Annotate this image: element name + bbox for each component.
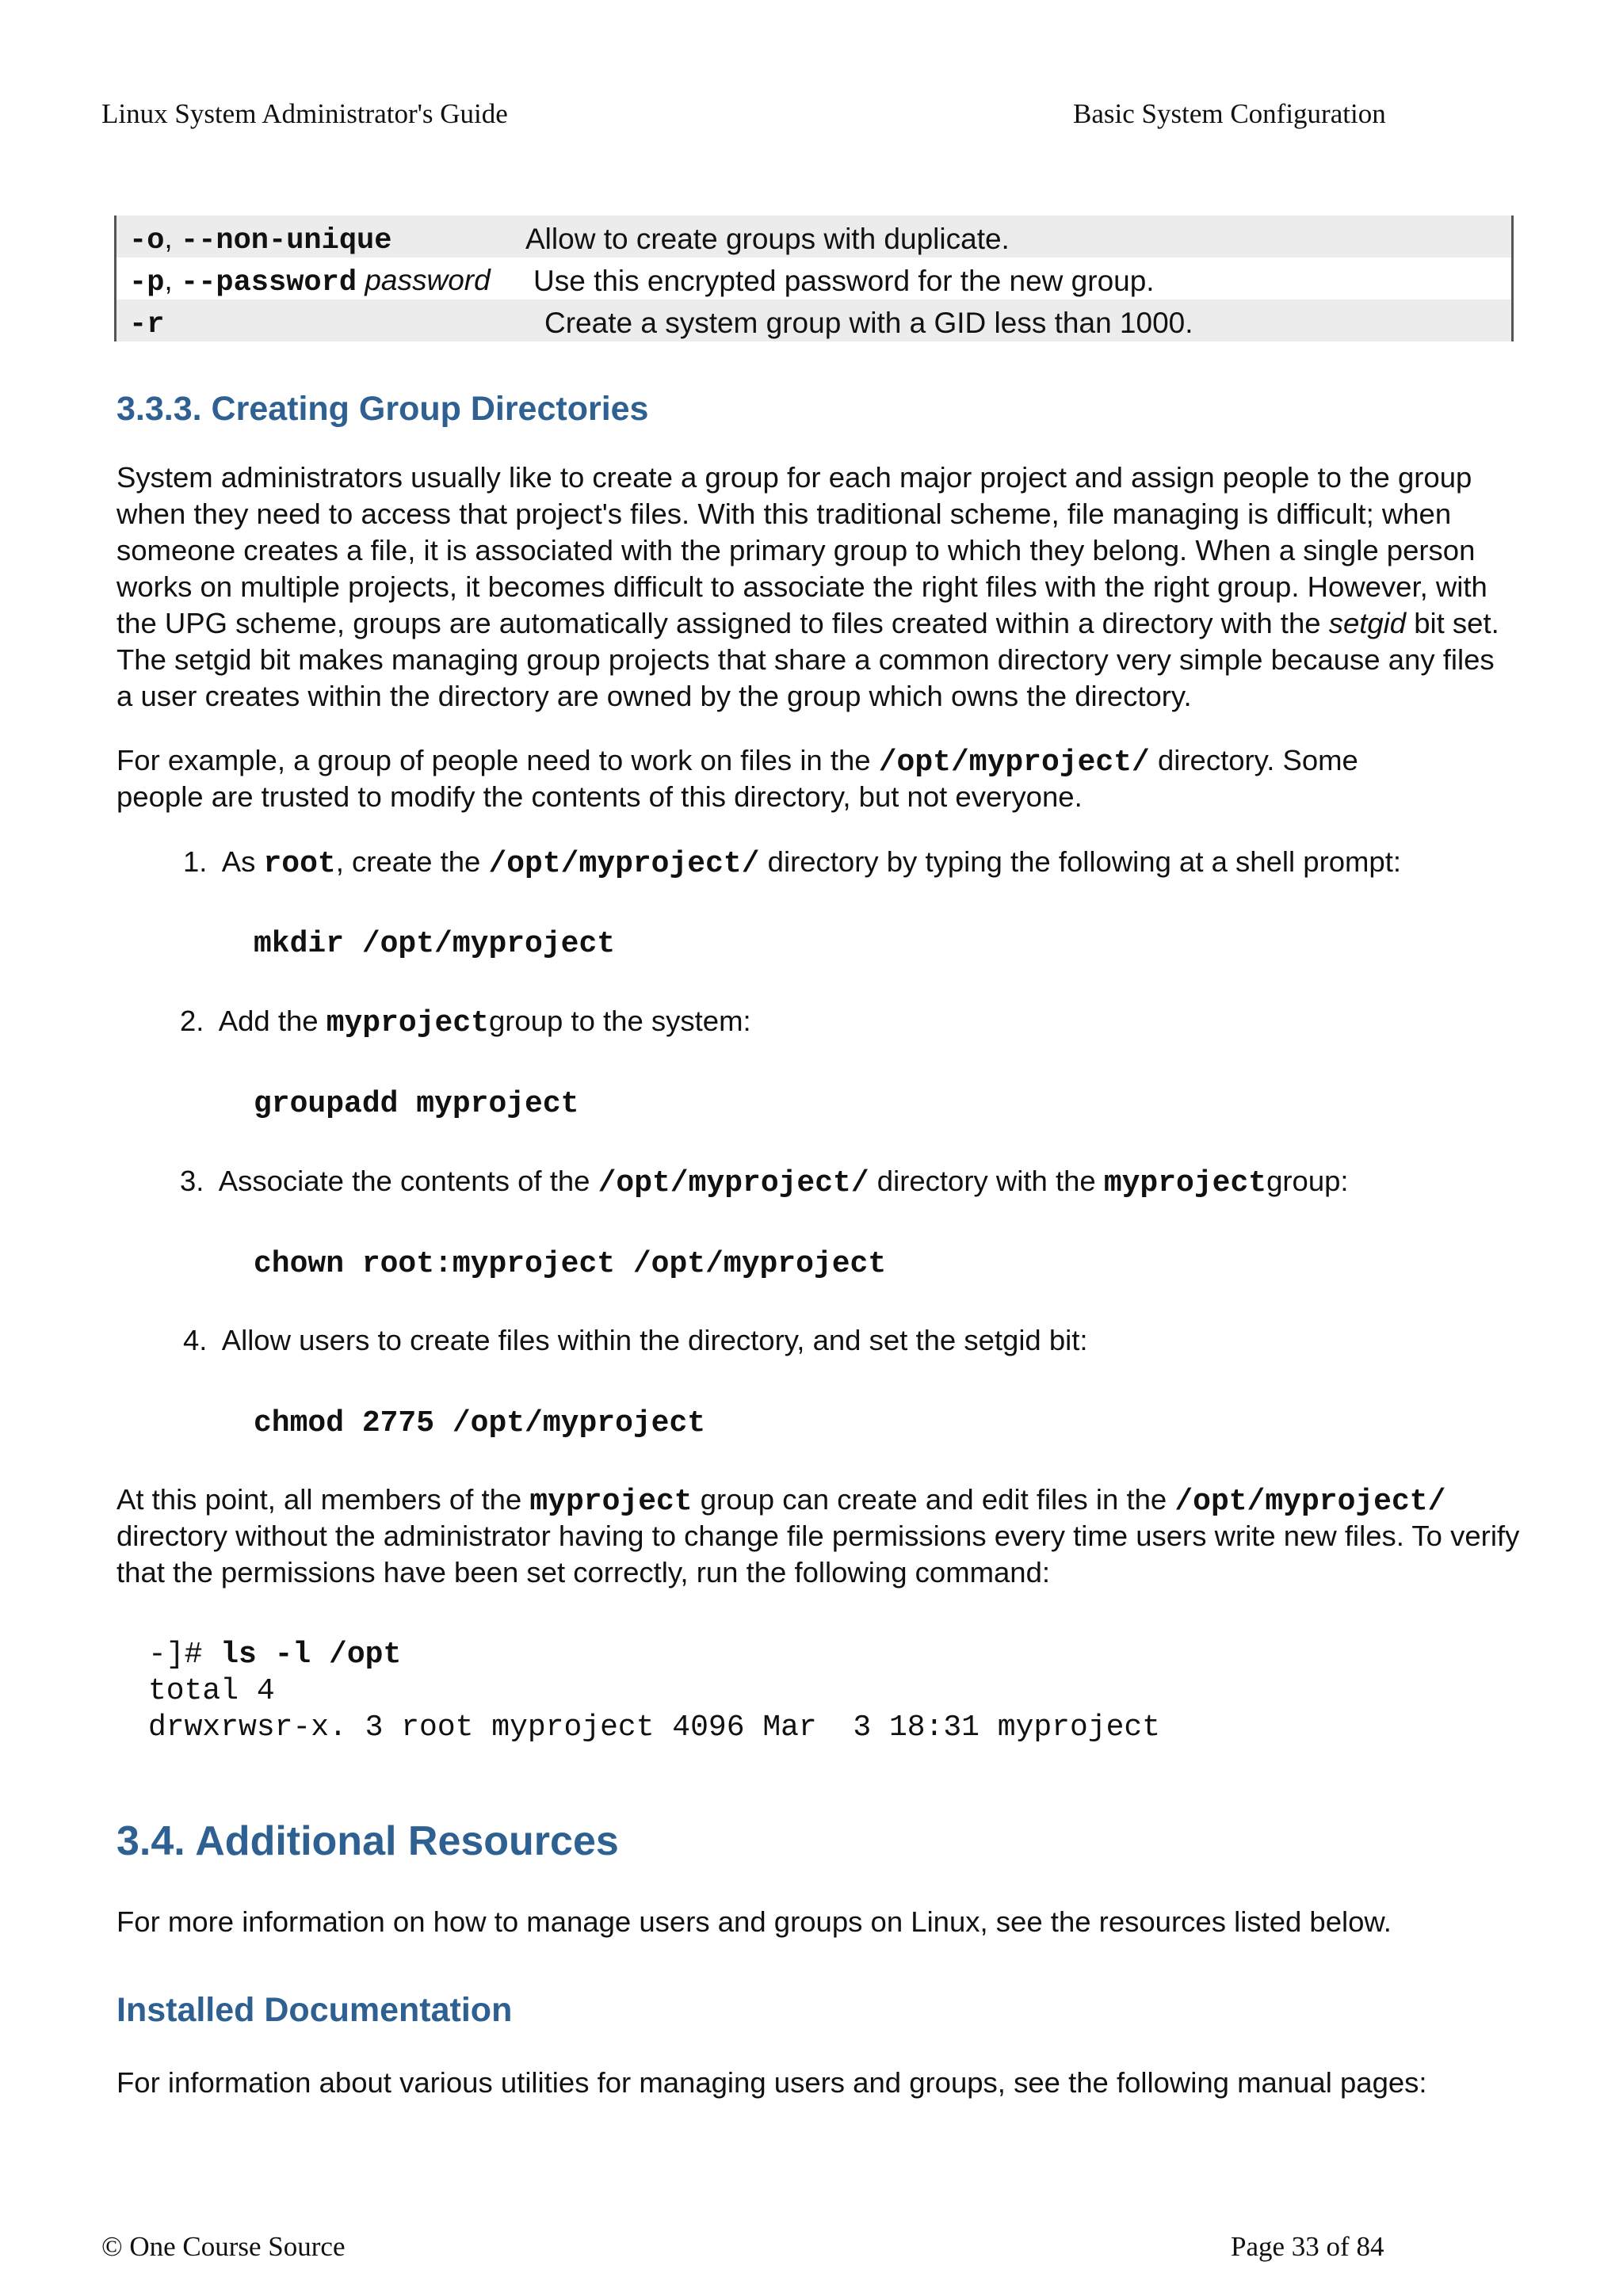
path-literal: /opt/myproject/: [1174, 1485, 1446, 1519]
option-separator: ,: [164, 222, 181, 254]
text-line: works on multiple projects, it becomes difficult to associate the right files with the right group. However, with: [116, 570, 1487, 603]
text-line: people are trusted to modify the contents of this directory, but not everyone.: [116, 780, 1083, 813]
text-fragment: Allow users to create files within the directory, and set the setgid bit:: [221, 1324, 1088, 1356]
paragraph-manual-pages: For information about various utilities for managing users and groups, see the following manual pages:: [116, 2066, 1427, 2099]
running-header-chapter: Basic System Configuration: [1073, 98, 1386, 129]
option-description: Allow to create groups with duplicate.: [525, 223, 1010, 255]
subsection-heading: Installed Documentation: [116, 1991, 513, 2029]
text-fragment: group can create and edit files in the: [692, 1483, 1175, 1516]
text-fragment: As: [221, 845, 264, 878]
text-line: when they need to access that project's files. With this traditional scheme, file managing is difficult; when: [116, 498, 1452, 530]
text-fragment: bit set.: [1406, 607, 1499, 639]
emphasis-term: setgid: [1328, 607, 1407, 639]
paragraph-intro: [116, 460, 1499, 715]
text-fragment: directory. Some: [1149, 744, 1358, 776]
terminal-command: ls -l /opt: [220, 1638, 402, 1672]
text-fragment: , create the: [335, 845, 489, 878]
option-cell: [129, 264, 491, 299]
text-line: [116, 742, 1358, 779]
option-cell: [129, 306, 164, 341]
table-row: [116, 257, 1511, 299]
text-line: The setgid bit makes managing group projects that share a common directory very simple because any files: [116, 643, 1495, 676]
option-short: -o: [129, 224, 165, 257]
paragraph-resources: For more information on how to manage users and groups on Linux, see the resources listed below.: [116, 1905, 1392, 1938]
text-fragment: Add the: [218, 1005, 327, 1037]
user-literal: root: [263, 847, 336, 881]
terminal-output-line: drwxrwsr-x. 3 root myproject 4096 Mar 3 18:31 myproject: [148, 1711, 1161, 1745]
section-heading: 3.3.3. Creating Group Directories: [116, 390, 649, 428]
option-long: --non-unique: [180, 224, 392, 257]
command-block: groupadd myproject: [254, 1087, 579, 1121]
text-line: [116, 1482, 1519, 1518]
text-fragment: Associate the contents of the: [218, 1165, 598, 1197]
group-literal: myproject: [529, 1485, 693, 1519]
option-short: -p: [129, 266, 165, 299]
list-item: [183, 845, 1401, 881]
text-line: directory without the administrator having to change file permissions every time users write new files. To verify: [116, 1520, 1520, 1552]
option-description: Use this encrypted password for the new group.: [533, 265, 1155, 297]
group-literal: myproject: [1103, 1166, 1267, 1200]
text-fragment: group to the system:: [488, 1005, 751, 1037]
text-fragment: At this point, all members of the: [116, 1483, 530, 1516]
terminal-command-line: [148, 1638, 401, 1672]
terminal-output-line: total 4: [148, 1674, 275, 1708]
command-block: mkdir /opt/myproject: [254, 927, 616, 961]
list-item: [180, 1005, 751, 1040]
options-table: [114, 215, 1514, 341]
text-line: [116, 605, 1499, 642]
page-number: Page 33 of 84: [1231, 2231, 1384, 2262]
text-line: System administrators usually like to create a group for each major project and assign people to the group: [116, 461, 1472, 494]
text-fragment: the UPG scheme, groups are automatically assigned to files created within a directory with the: [116, 607, 1329, 639]
text-fragment: For example, a group of people need to work on files in the: [116, 744, 879, 776]
group-literal: myproject: [326, 1006, 489, 1040]
text-fragment: directory with the: [869, 1165, 1104, 1197]
option-cell: [129, 222, 391, 257]
step-number: 1.: [183, 845, 208, 878]
running-footer-copyright: © One Course Source: [101, 2231, 346, 2262]
path-literal: /opt/myproject/: [598, 1166, 869, 1200]
text-line: a user creates within the directory are owned by the group which owns the directory.: [116, 680, 1192, 712]
command-block: chown root:myproject /opt/myproject: [254, 1247, 887, 1281]
option-separator: ,: [164, 264, 181, 296]
path-literal: /opt/myproject/: [878, 746, 1150, 780]
path-literal: /opt/myproject/: [488, 847, 760, 881]
step-number: 3.: [180, 1165, 204, 1197]
section-heading: 3.4. Additional Resources: [116, 1818, 619, 1864]
list-item: [183, 1324, 1088, 1357]
step-number: 4.: [183, 1324, 208, 1356]
paragraph-verify: [116, 1482, 1519, 1591]
table-row: [116, 299, 1511, 341]
text-fragment: directory by typing the following at a shell prompt:: [759, 845, 1402, 878]
command-block: chmod 2775 /opt/myproject: [254, 1406, 706, 1440]
step-number: 2.: [180, 1005, 204, 1037]
text-line: someone creates a file, it is associated with the primary group to which they belong. When a single person: [116, 534, 1476, 566]
table-row: [116, 215, 1511, 257]
list-item: [180, 1165, 1349, 1200]
text-fragment: group:: [1266, 1165, 1349, 1197]
running-header-title: Linux System Administrator's Guide: [101, 98, 508, 129]
option-long: --password: [180, 266, 357, 299]
shell-prompt: -]#: [148, 1638, 221, 1672]
option-description: Create a system group with a GID less than 1000.: [544, 307, 1193, 339]
paragraph-example: [116, 742, 1358, 815]
text-line: that the permissions have been set correctly, run the following command:: [116, 1556, 1051, 1589]
option-argument: password: [365, 264, 491, 296]
option-short: -r: [129, 308, 165, 341]
